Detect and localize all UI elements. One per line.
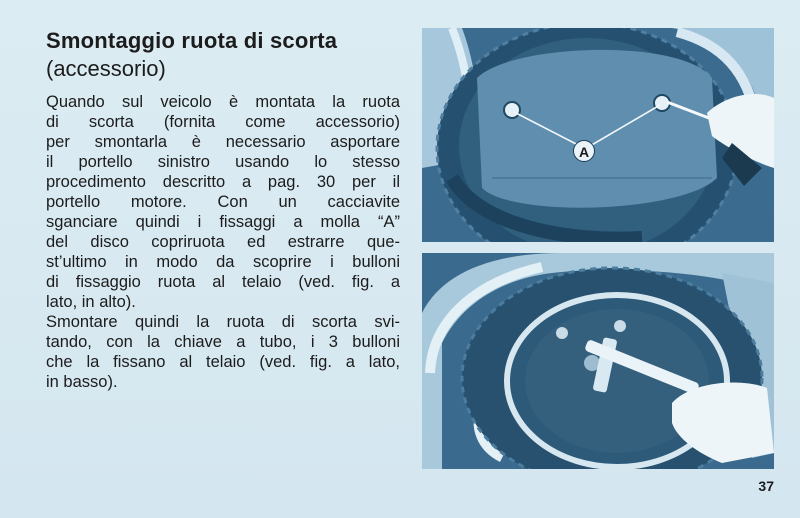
section-title: Smontaggio ruota di scorta (46, 28, 338, 53)
text-line: portello motore. Con un cacciavite (46, 193, 400, 211)
page-number: 37 (758, 478, 774, 494)
text-line: tando, con la chiave a tubo, i 3 bulloni (46, 333, 400, 351)
section-subtitle: (accessorio) (46, 56, 166, 81)
callout-a-label: A (578, 144, 590, 160)
text-line: st’ultimo in modo da scoprire i bulloni (46, 253, 400, 271)
text-line: procedimento descritto a pag. 30 per il (46, 173, 400, 191)
text-line: Smontare quindi la ruota di scorta svi- (46, 313, 400, 331)
text-line: del disco copriruota ed estrarre que- (46, 233, 400, 251)
photo-wheel-removal (422, 253, 774, 469)
text-line: che la fissano al telaio (ved. fig. a lato, (46, 353, 400, 371)
text-line: di scorta (fornita come accessorio) (46, 113, 400, 131)
text-line: il portello sinistro usando lo stesso (46, 153, 400, 171)
body-text (46, 92, 400, 392)
text-line: sganciare quindi i fissaggi a molla “A” (46, 213, 400, 231)
paragraph-1 (46, 92, 400, 312)
wheel-cover-illustration (422, 28, 774, 242)
wheel-removal-illustration (422, 253, 774, 469)
callout-a (573, 140, 595, 162)
text-line: di fissaggio ruota al telaio (ved. fig. a (46, 273, 400, 291)
text-line: per smontarla è necessario asportare (46, 133, 400, 151)
photo-wheel-cover (422, 28, 774, 242)
text-line: in basso). (46, 373, 118, 391)
text-line: Quando sul veicolo è montata la ruota (46, 93, 400, 111)
paragraph-2 (46, 312, 400, 392)
text-line: lato, in alto). (46, 293, 136, 311)
